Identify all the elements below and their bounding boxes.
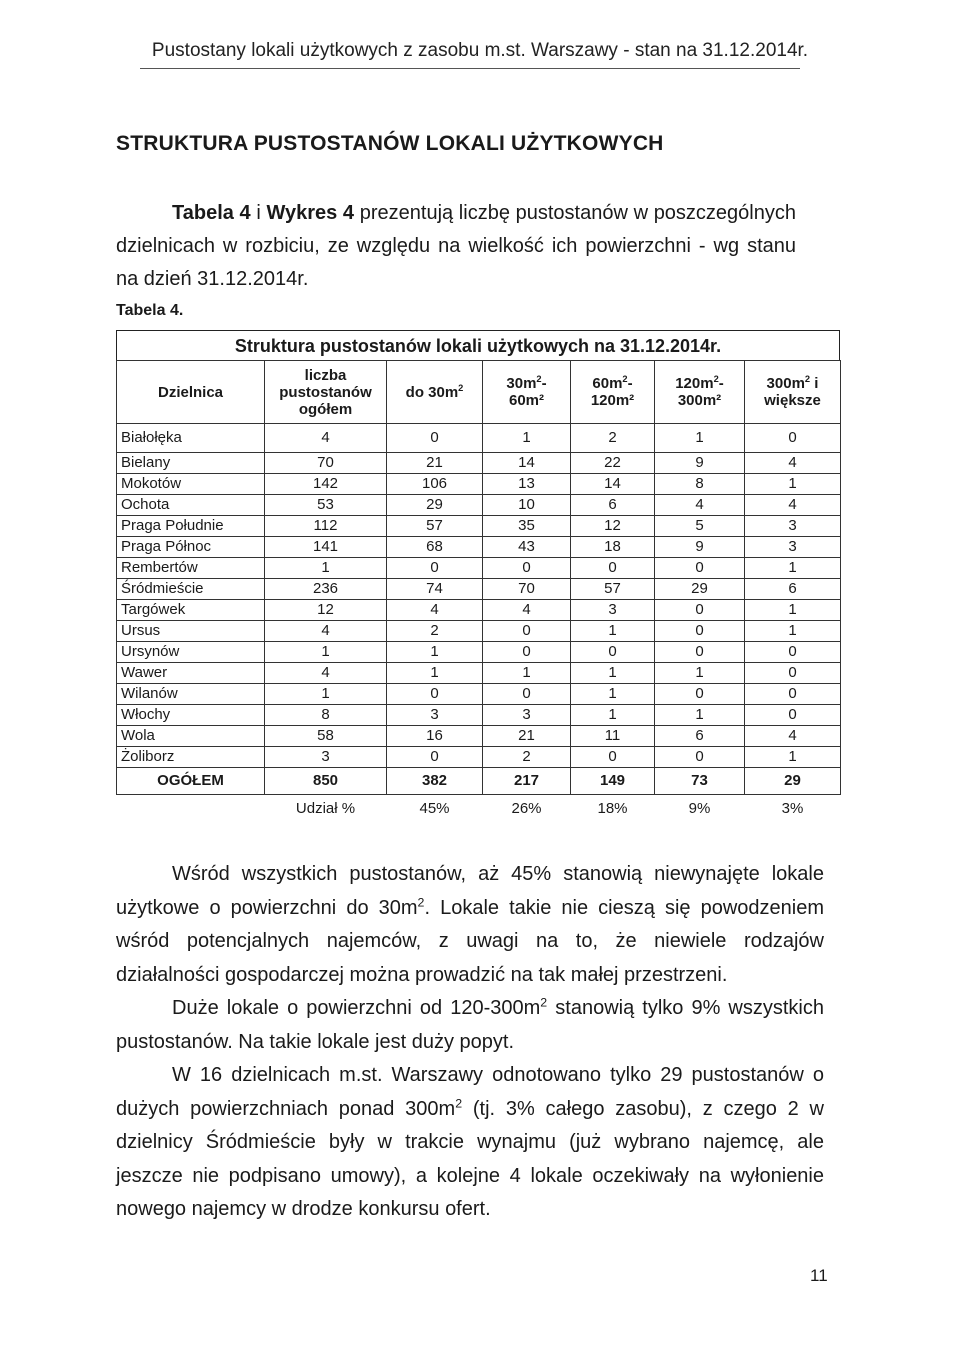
value-cell: 1	[483, 424, 571, 453]
table-body	[117, 424, 841, 824]
district-cell: Żoliborz	[117, 747, 265, 768]
paragraph-large-units: Duże lokale o powierzchni od $120-300m^2$ stanowią tylko 9% wszystkich pustostanów. Na takie lokale jest duży popyt.	[116, 995, 824, 1053]
page-header: Pustostany lokali użytkowych z zasobu m.st. Warszawy - stan na 31.12.2014r.	[151, 40, 809, 61]
value-cell: 1	[655, 424, 745, 453]
value-cell: 1	[571, 663, 655, 684]
value-cell: 0	[387, 424, 483, 453]
value-cell: 35	[483, 516, 571, 537]
value-cell: 9%	[688, 800, 711, 817]
value-cell: Udział %	[295, 800, 356, 817]
value-cell: 0	[571, 747, 655, 768]
value-cell: 0	[571, 642, 655, 663]
table-row	[117, 642, 841, 663]
vacancy-table-container	[116, 330, 840, 823]
vacancy-table	[116, 360, 841, 823]
district-cell: OGÓŁEM	[117, 768, 265, 795]
district-cell	[117, 795, 265, 824]
value-cell: 0	[655, 642, 745, 663]
value-cell: 3	[571, 600, 655, 621]
header-cell: $120m^2-$ 300m²	[655, 361, 745, 424]
district-cell: Bielany	[117, 453, 265, 474]
value-cell: 4	[265, 621, 387, 642]
value-cell: 45%	[419, 800, 450, 817]
value-cell: 1	[387, 642, 483, 663]
value-cell: 1	[745, 558, 841, 579]
value-cell: 21	[483, 726, 571, 747]
value-cell: 26%	[511, 800, 542, 817]
value-cell: 0	[483, 684, 571, 705]
value-cell: 0	[387, 684, 483, 705]
intro-paragraph	[116, 197, 796, 296]
value-cell: 68	[387, 537, 483, 558]
value-cell: 0	[745, 424, 841, 453]
table-row	[117, 495, 841, 516]
table-row	[117, 579, 841, 600]
value-cell: 1	[265, 642, 387, 663]
header-rule	[140, 68, 800, 69]
value-cell: 141	[265, 537, 387, 558]
value-cell: 4	[265, 424, 387, 453]
value-cell: 4	[265, 663, 387, 684]
district-cell: Ursynów	[117, 642, 265, 663]
value-cell: 8	[265, 705, 387, 726]
value-cell: 18	[571, 537, 655, 558]
district-cell: Śródmieście	[117, 579, 265, 600]
value-cell: 29	[387, 495, 483, 516]
value-cell: 8	[655, 474, 745, 495]
value-cell: 22	[571, 453, 655, 474]
value-cell: 58	[265, 726, 387, 747]
share-row	[117, 795, 841, 824]
table-row	[117, 474, 841, 495]
value-cell: 6	[745, 579, 841, 600]
value-cell: 142	[265, 474, 387, 495]
table-row	[117, 726, 841, 747]
value-cell: 29	[745, 768, 841, 795]
value-cell: 18%	[597, 800, 628, 817]
value-cell: 1	[571, 705, 655, 726]
value-cell: 0	[745, 684, 841, 705]
value-cell: 3	[745, 516, 841, 537]
value-cell: 1	[745, 474, 841, 495]
body-text	[116, 858, 824, 1227]
value-cell: 9	[655, 537, 745, 558]
value-cell: 43	[483, 537, 571, 558]
value-cell: 3%	[781, 800, 804, 817]
value-cell: 21	[387, 453, 483, 474]
value-cell: 70	[265, 453, 387, 474]
value-cell: 9	[655, 453, 745, 474]
value-cell: 149	[571, 768, 655, 795]
value-cell: 2	[483, 747, 571, 768]
value-cell: 11	[571, 726, 655, 747]
header-cell: do $30m^2$	[387, 361, 483, 424]
table-row	[117, 537, 841, 558]
table-header-row	[117, 361, 841, 424]
value-cell: 16	[387, 726, 483, 747]
district-cell: Rembertów	[117, 558, 265, 579]
value-cell: 6	[655, 726, 745, 747]
value-cell: 3	[745, 537, 841, 558]
value-cell: 1	[387, 663, 483, 684]
district-cell: Mokotów	[117, 474, 265, 495]
district-cell: Wilanów	[117, 684, 265, 705]
value-cell: 112	[265, 516, 387, 537]
table-row	[117, 684, 841, 705]
value-cell: 73	[655, 768, 745, 795]
value-cell: 14	[571, 474, 655, 495]
district-cell: Targówek	[117, 600, 265, 621]
value-cell: 13	[483, 474, 571, 495]
value-cell: 0	[483, 642, 571, 663]
value-cell: 382	[387, 768, 483, 795]
value-cell: 1	[265, 558, 387, 579]
value-cell: 1	[655, 663, 745, 684]
header-cell: $60m^2-$ 120m²	[571, 361, 655, 424]
intro-table-ref: Tabela 4	[172, 202, 251, 224]
header-cell: liczba pustostanów ogółem	[265, 361, 387, 424]
header-cell: Dzielnica	[117, 361, 265, 424]
value-cell: 57	[387, 516, 483, 537]
value-cell: 217	[483, 768, 571, 795]
value-cell: 0	[655, 684, 745, 705]
table-row	[117, 663, 841, 684]
table-row	[117, 424, 841, 453]
district-cell: Praga Południe	[117, 516, 265, 537]
value-cell: 0	[483, 558, 571, 579]
value-cell: 3	[483, 705, 571, 726]
header-cell: $300m^2$ i większe	[745, 361, 841, 424]
value-cell: 4	[745, 495, 841, 516]
district-cell: Wawer	[117, 663, 265, 684]
value-cell: 1	[745, 747, 841, 768]
page-number: 11	[810, 1266, 828, 1285]
paragraph-small-units: Wśród wszystkich pustostanów, aż 45% stanowią niewynajęte lokale użytkowe o powierzchni do $30m^2$. Lokale takie nie cieszą się powodzeniem wśród potencjalnych najemców, z uwagi na to, że niewiele rodzajów działalności gospodarczej można prowadzić na tak małej przestrzeni.	[116, 863, 824, 986]
table-row	[117, 621, 841, 642]
value-cell: 4	[655, 495, 745, 516]
district-cell: Praga Północ	[117, 537, 265, 558]
value-cell: 3	[387, 705, 483, 726]
table-row	[117, 558, 841, 579]
value-cell: 2	[571, 424, 655, 453]
value-cell: 0	[745, 642, 841, 663]
value-cell: 0	[745, 705, 841, 726]
value-cell: 1	[745, 600, 841, 621]
value-cell: 1	[655, 705, 745, 726]
value-cell: 0	[745, 663, 841, 684]
district-cell: Białołęka	[117, 424, 265, 453]
value-cell: 5	[655, 516, 745, 537]
intro-chart-ref: Wykres 4	[266, 202, 355, 224]
value-cell: 6	[571, 495, 655, 516]
value-cell: 1	[571, 621, 655, 642]
value-cell: 0	[655, 747, 745, 768]
value-cell: 2	[387, 621, 483, 642]
value-cell: 0	[483, 621, 571, 642]
district-cell: Ursus	[117, 621, 265, 642]
header-cell: $30m^2-$ 60m²	[483, 361, 571, 424]
total-row	[117, 768, 841, 795]
value-cell: 236	[265, 579, 387, 600]
value-cell: 12	[265, 600, 387, 621]
value-cell: 0	[655, 621, 745, 642]
table-row	[117, 705, 841, 726]
value-cell: 850	[265, 768, 387, 795]
value-cell: 0	[387, 558, 483, 579]
value-cell: 4	[483, 600, 571, 621]
value-cell: 70	[483, 579, 571, 600]
value-cell: 12	[571, 516, 655, 537]
value-cell: 74	[387, 579, 483, 600]
value-cell: 53	[265, 495, 387, 516]
value-cell: 14	[483, 453, 571, 474]
value-cell: 57	[571, 579, 655, 600]
intro-connector: i	[250, 202, 267, 224]
value-cell: 4	[745, 726, 841, 747]
value-cell: 29	[655, 579, 745, 600]
value-cell: 1	[483, 663, 571, 684]
district-cell: Wola	[117, 726, 265, 747]
value-cell: 1	[265, 684, 387, 705]
paragraph-very-large-units: W 16 dzielnicach m.st. Warszawy odnotowano tylko 29 pustostanów o dużych powierzchniach ponad $300m^2$ (tj. 3% całego zasobu), z czego 2 w dzielnicy Śródmieście były w trakcie wynajmu (już wybrano najemcę, ale jeszcze nie podpisano umowy), a kolejne 4 lokale oczekiwały na wyłonienie nowego najemcy w drodze konkursu ofert.	[116, 1064, 824, 1220]
district-cell: Włochy	[117, 705, 265, 726]
table-row	[117, 600, 841, 621]
value-cell: 3	[265, 747, 387, 768]
value-cell: 4	[387, 600, 483, 621]
value-cell: 0	[655, 558, 745, 579]
intro-text: prezentują liczbę pustostanów w poszczególnych dzielnicach w rozbiciu, ze względu na wielkość ich powierzchni - wg stanu na dzień 31.12.2014r.	[116, 202, 796, 290]
value-cell: 1	[571, 684, 655, 705]
value-cell: 4	[745, 453, 841, 474]
district-cell: Ochota	[117, 495, 265, 516]
table-row	[117, 516, 841, 537]
section-title: STRUKTURA PUSTOSTANÓW LOKALI UŻYTKOWYCH	[116, 132, 664, 155]
table-row	[117, 453, 841, 474]
value-cell: 106	[387, 474, 483, 495]
table-caption: Struktura pustostanów lokali użytkowych na 31.12.2014r.	[116, 330, 840, 360]
value-cell: 0	[655, 600, 745, 621]
value-cell: 1	[745, 621, 841, 642]
table-row	[117, 747, 841, 768]
table-label: Tabela 4.	[116, 302, 184, 319]
value-cell: 0	[571, 558, 655, 579]
value-cell: 0	[387, 747, 483, 768]
value-cell: 10	[483, 495, 571, 516]
